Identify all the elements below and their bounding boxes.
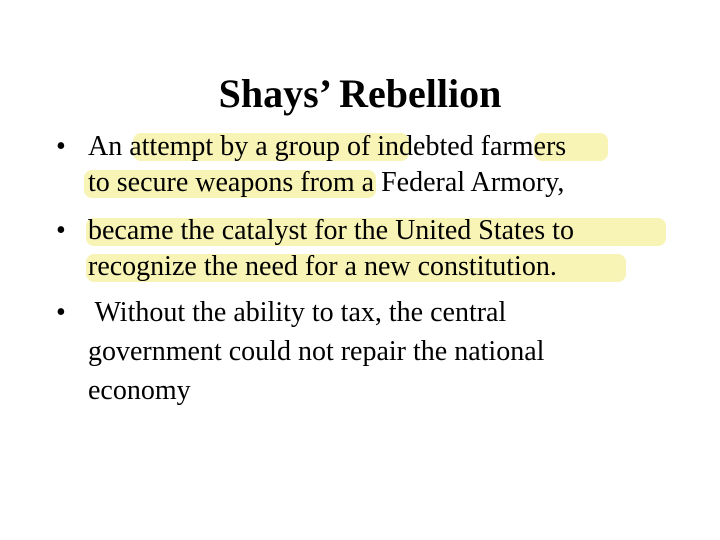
- slide-title: Shays’ Rebellion: [218, 71, 502, 116]
- bullet-3-line-2: government could not repair the national: [88, 336, 545, 367]
- bullet-2-line-1: became the catalyst for the United States to: [88, 215, 574, 246]
- bullet-marker: •: [56, 215, 66, 246]
- bullet-3-line-3: economy: [88, 375, 191, 406]
- bullet-marker: •: [56, 131, 66, 162]
- bullet-2-line-2: recognize the need for a new constitution.: [88, 251, 557, 282]
- bullet-1-line-1: An attempt by a group of indebted farmers: [88, 131, 567, 162]
- bullet-3-line-1: Without the ability to tax, the central: [88, 297, 507, 328]
- bullet-1-line-2: to secure weapons from a Federal Armory,: [88, 167, 565, 198]
- bullet-marker: •: [56, 297, 66, 328]
